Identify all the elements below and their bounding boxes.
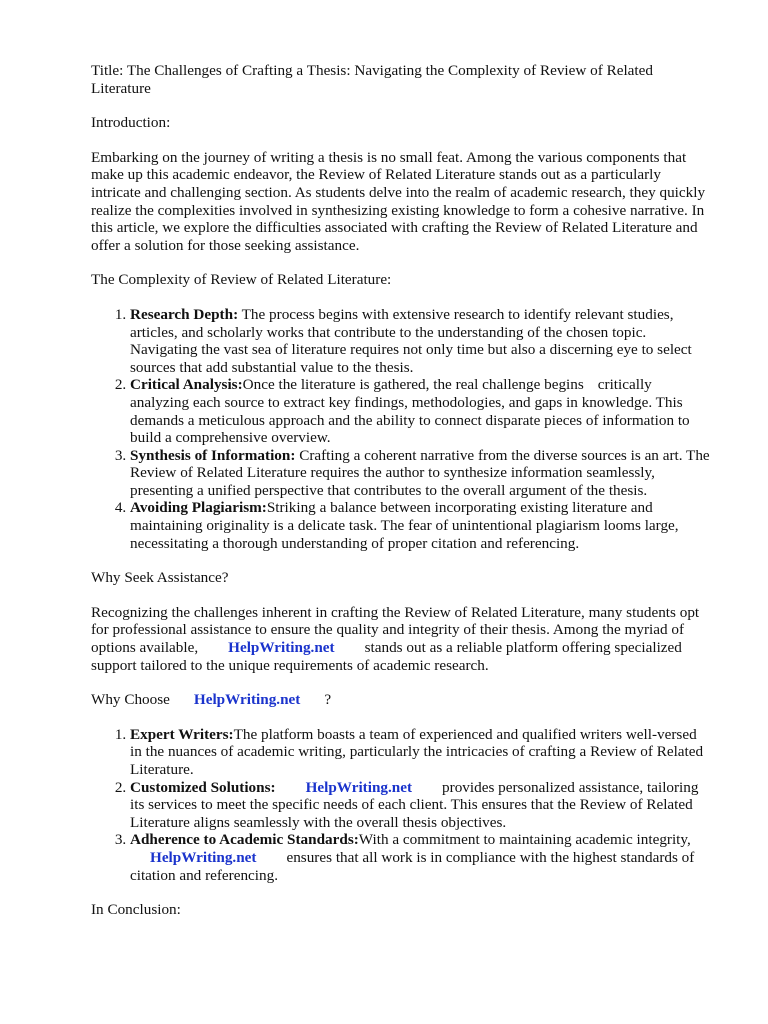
list-item — [130, 447, 712, 500]
list-item-text: provides personalized assistance, tailoring its services to meet the specific needs of each client. This ensures that the Review of Related Literature aligns seamlessly with the overall thesis objectives. — [130, 778, 699, 831]
list-item-text: With a commitment to maintaining academic integrity, — [358, 831, 691, 849]
list-item-term: Expert Writers: — [130, 725, 234, 743]
complexity-heading: The Complexity of Review of Related Literature: — [91, 271, 392, 289]
list-item — [130, 376, 712, 446]
list-item-term: Critical Analysis: — [130, 376, 243, 394]
list-item-text: The platform boasts a team of experienced and qualified writers well-versed in the nuances of academic writing, particularly the intricacies of crafting a Review of Related Literature. — [130, 725, 704, 778]
assist-text: Recognizing the challenges inherent in crafting the Review of Related Literature, many students opt for professional assistance to ensure the quality and integrity of their thesis. Among the myriad of options available, — [91, 603, 700, 657]
list-item — [130, 726, 712, 779]
choose-heading-text: ? — [324, 691, 332, 709]
list-item — [130, 306, 712, 376]
document-title: Title: The Challenges of Crafting a Thesis: Navigating the Complexity of Review of Related Literature — [91, 62, 653, 97]
list-item-term: Customized Solutions: — [130, 778, 276, 796]
list-item-text: critically analyzing each source to extract key findings, methodologies, and gaps in knowledge. This demands a meticulous approach and the ability to connect disparate pieces of information to build a comprehensive overview. — [130, 376, 690, 447]
list-item-text: Crafting a coherent narrative from the diverse sources is an art. The Review of Related Literature requires the author to synthesize information seamlessly, presenting a unified perspective that contributes to the overall argument of the thesis. — [130, 446, 710, 499]
conclusion-heading: In Conclusion: — [91, 901, 181, 919]
intro-paragraph: Embarking on the journey of writing a thesis is no small feat. Among the various components that make up this academic endeavor, the Review of Related Literature stands out as a particularly intricate and challenging section. As students delve into the realm of academic research, they quickly realize the complexities involved in synthesizing existing knowledge to form a cohesive narrative. In this article, we explore the difficulties associated with crafting the Review of Related Literature and offer a solution for those seeking assistance. — [91, 148, 706, 254]
list-item — [130, 831, 712, 884]
helpwriting-link[interactable]: HelpWriting.net — [150, 848, 257, 866]
complexity-list — [91, 306, 712, 552]
list-item-text: Once the literature is gathered, the real challenge begins — [242, 376, 584, 394]
list-item-term: Adherence to Academic Standards: — [130, 831, 359, 849]
assist-text: stands out as a reliable platform offering specialized support tailored to the unique requirements of academic research. — [91, 639, 682, 674]
choose-heading — [91, 691, 712, 709]
list-item-term: Research Depth: — [130, 305, 239, 323]
list-item-text: The process begins with extensive research to identify relevant studies, articles, and scholarly works that contribute to the understanding of the chosen topic. Navigating the vast sea of literature requires not only time but also a discerning eye to select sources that add substantial value to the thesis. — [130, 305, 692, 376]
assist-heading: Why Seek Assistance? — [91, 569, 229, 587]
list-item — [130, 499, 712, 552]
list-item-text: ensures that all work is in compliance with the highest standards of citation and referencing. — [130, 848, 695, 884]
intro-heading: Introduction: — [91, 114, 171, 132]
helpwriting-link[interactable]: HelpWriting.net — [228, 639, 335, 657]
helpwriting-link[interactable]: HelpWriting.net — [305, 778, 413, 796]
choose-heading-text: Why Choose — [91, 691, 170, 709]
choose-list — [91, 726, 712, 884]
assist-paragraph — [91, 604, 712, 674]
list-item-text: Striking a balance between incorporating existing literature and maintaining originality is a delicate task. The fear of unintentional plagiarism looms large, necessitating a thorough understanding of proper citation and referencing. — [130, 499, 679, 552]
helpwriting-link[interactable]: HelpWriting.net — [193, 691, 301, 709]
list-item-term: Avoiding Plagiarism: — [130, 499, 267, 517]
list-item — [130, 779, 712, 832]
list-item-term: Synthesis of Information: — [130, 446, 296, 464]
